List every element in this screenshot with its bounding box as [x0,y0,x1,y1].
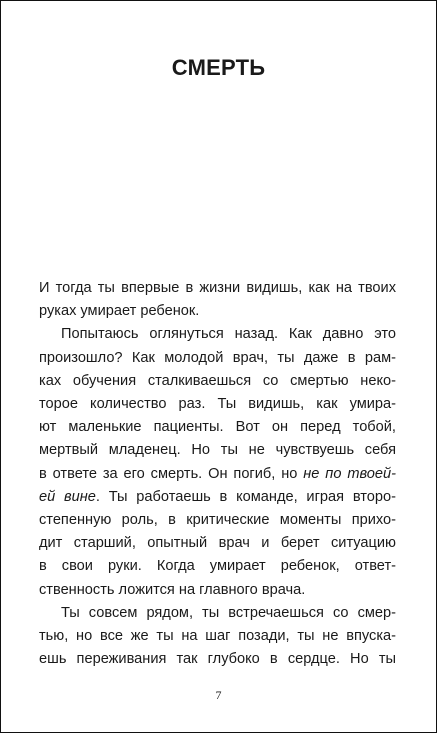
text-line: торое количество раз. Ты видишь, как умира- [39,396,396,413]
page-number: 7 [215,688,222,702]
paragraph-1 [39,277,396,323]
italic-phrase: не по твоей- [303,465,396,482]
text-line: степенную роль, в критические моменты прихо- [39,512,396,529]
text-line: Попытаюсь оглянуться назад. Как давно это [61,326,396,343]
text-line: ют маленькие пациенты. Вот он перед тобой, [39,419,396,436]
text-line: И тогда ты впервые в жизни видишь, как на твоих [39,280,396,296]
text-segment: . Ты работаешь в команде, играя второ- [95,488,396,505]
paragraph-2 [39,323,396,601]
text-line: в свои руки. Когда умирает ребенок, ответ- [39,558,396,575]
text-line: ках обучения сталкиваешься со смертью неко- [39,372,396,389]
text-line: дит старший, опытный врач и берет ситуацию [39,535,396,552]
text-line: мертвый младенец. Но ты не чувствуешь себя [39,442,396,459]
text-line: произошло? Как молодой врач, ты даже в рам- [39,349,396,366]
text-line: ственность ложится на главного врача. [39,581,306,598]
text-line: руках умирает ребенок. [39,303,200,320]
chapter-title: СМЕРТЬ [171,55,266,80]
text-line [39,486,396,509]
text-line: тью, но все же ты на шаг позади, ты не впуска- [39,628,396,645]
text-line: Ты совсем рядом, ты встречаешься со смер- [61,604,396,621]
text-segment: в ответе за его смерть. Он погиб, но [39,465,304,482]
paragraph-3 [39,602,396,672]
body-text [39,277,396,671]
text-line [39,463,396,486]
text-line: ешь переживания так глубоко в сердце. Но ты [39,651,396,668]
italic-phrase: ей вине [39,488,96,505]
